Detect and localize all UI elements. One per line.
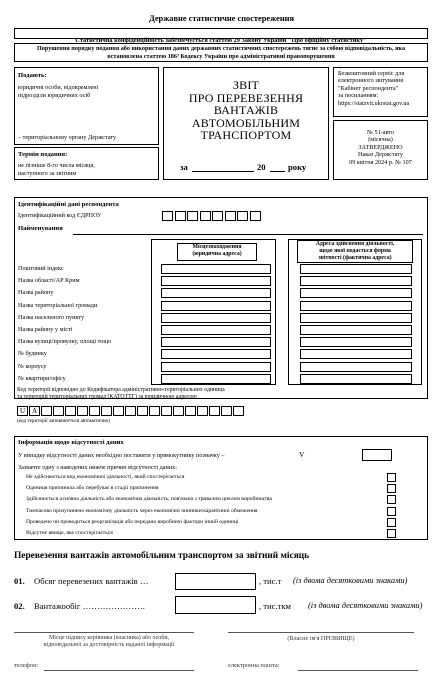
legal-address-field[interactable] [161, 264, 271, 274]
top-title: Державне статистичне спостереження [148, 14, 295, 23]
absence-reason-label: Здійснюється основна діяльність або економічна діяльність, пов'язана з тривалим циклом виробництва [26, 496, 272, 503]
edrpou-label: Ідентифікаційний код ЄДРПОУ [18, 212, 102, 219]
report-title-line-2: ПРО ПЕРЕВЕЗЕННЯ [188, 90, 304, 105]
katottg-code-cell [221, 406, 232, 416]
actual-address-header [297, 240, 413, 263]
actual-address-field[interactable] [300, 337, 412, 347]
submitters-line-1: юридичні особи, відокремлені [18, 84, 99, 91]
item-01-label: Обсяг перевезених вантажів … [34, 576, 149, 586]
edrpou-digit-cell[interactable] [225, 211, 236, 221]
legal-address-field[interactable] [161, 288, 271, 298]
legal-address-field[interactable] [161, 325, 271, 335]
absence-reason-checkbox[interactable] [387, 484, 396, 493]
report-title-line-4: АВТОМОБІЛЬНИМ [191, 115, 301, 130]
electronic-line-2: електронного звітування [338, 77, 404, 85]
legal-address-header-1: Місцезнаходження [192, 244, 242, 250]
katottg-code-cell [173, 406, 184, 416]
respondent-section-title: Ідентифікаційні дані респондента [18, 201, 119, 208]
absence-reason-label: Одиниця припинила або перебуває в стадії припинення [26, 485, 159, 492]
katottg-code-cell [209, 406, 220, 416]
name-line[interactable] [73, 234, 423, 235]
edrpou-digit-cell[interactable] [237, 211, 248, 221]
period-year-prefix: 20 [257, 162, 266, 172]
absence-reason-checkbox[interactable] [387, 495, 396, 504]
legal-address-field[interactable] [161, 362, 271, 372]
absence-reason-label: Проведено чи проводиться реорганізація або передано виробничі фактори іншій одиниці [26, 518, 239, 525]
actual-address-field[interactable] [300, 374, 412, 384]
katottg-code-cell [185, 406, 196, 416]
item-01-note: (із двома десятковими знаками) [293, 576, 408, 585]
period-prefix: за [180, 162, 188, 172]
report-title-box [163, 67, 329, 180]
absence-instruction: У випадку відсутності даних необхідно поставити у прямокутнику позначку – [18, 452, 225, 459]
legal-address-field[interactable] [161, 276, 271, 286]
actual-address-header-3: звітності (фактична адреса) [318, 255, 392, 261]
form-order: Наказ Держстату [358, 151, 403, 159]
katottg-code-cell [113, 406, 124, 416]
legal-address-field[interactable] [161, 374, 271, 384]
legal-address-header-2: (юридична адреса) [192, 251, 242, 258]
absence-choose: Зазначте одну з наведених нижче причин відсутності даних: [18, 464, 177, 471]
phone-line[interactable] [44, 670, 194, 671]
absence-reason-checkbox[interactable] [387, 529, 396, 538]
absence-reason-label: Тимчасово призупинено економічну діяльність через економічні чинники/карантинні обмеження [26, 507, 258, 514]
item-02-unit: , тис.ткм [259, 601, 291, 611]
address-row-label: Назва вулиці/провулку, площі тощо [18, 338, 112, 346]
katottg-note-line-1: Код території відповідно до Кодифікатора адміністративно-територіальних одиниць [17, 387, 225, 393]
actual-address-field[interactable] [300, 325, 412, 335]
absence-reason-label: Відсутнє явище, яке спостерігається [26, 530, 113, 536]
deadline-line-1: не пізніше 8-го числа місяця, [18, 162, 95, 169]
form-number: № 51-авто [367, 129, 394, 136]
form-order-date: 09 квітня 2024 р. № 107 [349, 158, 412, 166]
item-01-unit: , тис.т [259, 576, 282, 586]
edrpou-digit-cell[interactable] [250, 211, 261, 221]
phone-label: телефон: [14, 662, 39, 669]
address-row-label: Назва району у місті [18, 326, 73, 333]
edrpou-digit-cell[interactable] [162, 211, 173, 221]
full-name-caption: (Власне ім'я ПРІЗВИЩЕ) [287, 635, 355, 642]
absence-box [14, 436, 428, 540]
edrpou-digit-cell[interactable] [200, 211, 211, 221]
actual-address-field[interactable] [300, 362, 412, 372]
item-02-value-input[interactable] [175, 596, 256, 614]
actual-address-header-1: Адреса здійснення діяльності, [315, 241, 395, 247]
katottg-code-cell [161, 406, 172, 416]
item-01-number: 01. [14, 576, 25, 586]
electronic-line-4: за посиланням: [338, 92, 379, 100]
form-periodicity: (місячна) [368, 136, 393, 144]
address-row-label: № квартири/офісу [18, 374, 66, 382]
actual-address-field[interactable] [300, 276, 412, 286]
edrpou-digit-cell[interactable] [175, 211, 186, 221]
edrpou-digit-cell[interactable] [187, 211, 198, 221]
absence-mark: V [299, 450, 305, 459]
confidentiality-box [14, 28, 428, 44]
signature-line[interactable] [14, 632, 194, 633]
full-name-line[interactable] [228, 632, 414, 633]
katottg-code-cell [77, 406, 88, 416]
address-row-label: Назва територіальної громади [18, 301, 98, 309]
address-row-label: № корпусу [18, 362, 47, 370]
form-approved: ЗАТВЕРДЖЕНО [358, 143, 403, 151]
respondent-box [14, 197, 428, 399]
absence-reason-checkbox[interactable] [387, 473, 396, 482]
legal-address-field[interactable] [161, 313, 271, 323]
email-line[interactable] [298, 670, 418, 671]
electronic-line-3: "Кабінет респондента" [338, 84, 399, 92]
legal-address-field[interactable] [161, 349, 271, 359]
legal-address-header [177, 243, 257, 261]
katottg-footnote: (код території заповнюється автоматично) [17, 418, 110, 424]
katottg-code-cell: A [29, 406, 40, 416]
actual-address-field[interactable] [300, 264, 412, 274]
confidentiality-text: Статистична конфіденційність забезпечується статтею 29 Закону України "Про офіційну статистику" [75, 37, 367, 44]
item-01-value-input[interactable] [175, 573, 256, 590]
address-row-label: Назва району [18, 289, 54, 297]
period-year-line[interactable] [270, 171, 285, 172]
item-02-note: (із двома десятковими знаками) [308, 601, 423, 610]
main-title: Перевезення вантажів автомобільним транспортом за звітний місяць [14, 551, 310, 561]
absence-title: Інформація щодо відсутності даних [18, 439, 124, 446]
violation-text: Порушення порядку подання або використання даних державних статистичних спостережень тягне за собою відповідальність, яка встановлена статтею 186³ Кодексу України про адміністративні правопорушення [36, 45, 406, 60]
electronic-link[interactable]: https://statzvit.ukrstat.gov.ua [338, 99, 410, 107]
signature-caption-2: відповідальної за достовірність наданої інформації [43, 642, 175, 648]
edrpou-digit-cell[interactable] [212, 211, 223, 221]
katottg-code-cell: U [17, 406, 28, 416]
absence-reason-label: Не здійснюється вид економічної діяльності, який спостерігається [26, 474, 185, 480]
submitters-line-2: підрозділи юридичних осіб [18, 92, 91, 99]
katottg-note-line-2: та територій територіальних громад (КАТОТТГ) за юридичною адресою [17, 394, 197, 400]
absence-reason-checkbox[interactable] [387, 518, 396, 527]
period-month-line[interactable] [192, 171, 254, 172]
report-title [164, 79, 328, 142]
katottg-code-cell [233, 406, 244, 416]
email-label: електронна пошта: [228, 662, 280, 669]
name-label: Найменування [18, 225, 63, 232]
katottg-code-cell [137, 406, 148, 416]
absence-reason-checkbox[interactable] [387, 507, 396, 516]
katottg-code-cell [101, 406, 112, 416]
report-title-line-1: ЗВІТ [232, 78, 260, 92]
report-title-line-3: ВАНТАЖІВ [213, 103, 279, 118]
legal-address-field[interactable] [161, 337, 271, 347]
address-row-label: Назва населеного пункту [18, 313, 85, 321]
katottg-code-cell [149, 406, 160, 416]
deadline-box [14, 147, 159, 180]
deadline-line-2: наступного за звітним [18, 170, 77, 177]
report-title-line-5: ТРАНСПОРТОМ [200, 128, 292, 143]
katottg-code-cell [125, 406, 136, 416]
katottg-code-cell [53, 406, 64, 416]
submitters-box [14, 67, 159, 145]
actual-address-header-2: щодо якої подається форма [319, 248, 391, 254]
address-row-label: Поштовий індекс [18, 265, 64, 272]
electronic-line-1: Безкоштовний сервіс для [338, 70, 405, 77]
address-row-label: Назва області/АР Крим [18, 277, 80, 285]
katottg-code-cell [89, 406, 100, 416]
actual-address-field[interactable] [300, 349, 412, 359]
electronic-service-box [333, 67, 428, 117]
katottg-code-cell [197, 406, 208, 416]
katottg-code-cell [65, 406, 76, 416]
legal-address-field[interactable] [161, 301, 271, 311]
address-row-label: № будинку [18, 350, 47, 358]
katottg-code-cell [41, 406, 52, 416]
submitters-title: Подають: [18, 72, 47, 79]
submitters-to: – територіальному органу Держстату [18, 134, 117, 141]
deadline-title: Термін подання: [18, 151, 68, 158]
item-02-number: 02. [14, 601, 25, 611]
actual-address-field[interactable] [300, 313, 412, 323]
signature-caption-1: Місце підпису керівника (власника) або особи, [48, 635, 170, 641]
absence-main-checkbox[interactable] [362, 449, 392, 461]
period-suffix: року [288, 162, 307, 172]
form-info-box [333, 120, 428, 180]
actual-address-field[interactable] [300, 288, 412, 298]
actual-address-field[interactable] [300, 301, 412, 311]
violation-box [14, 43, 428, 62]
item-02-label: Вантажообіг …………………. [34, 601, 145, 611]
